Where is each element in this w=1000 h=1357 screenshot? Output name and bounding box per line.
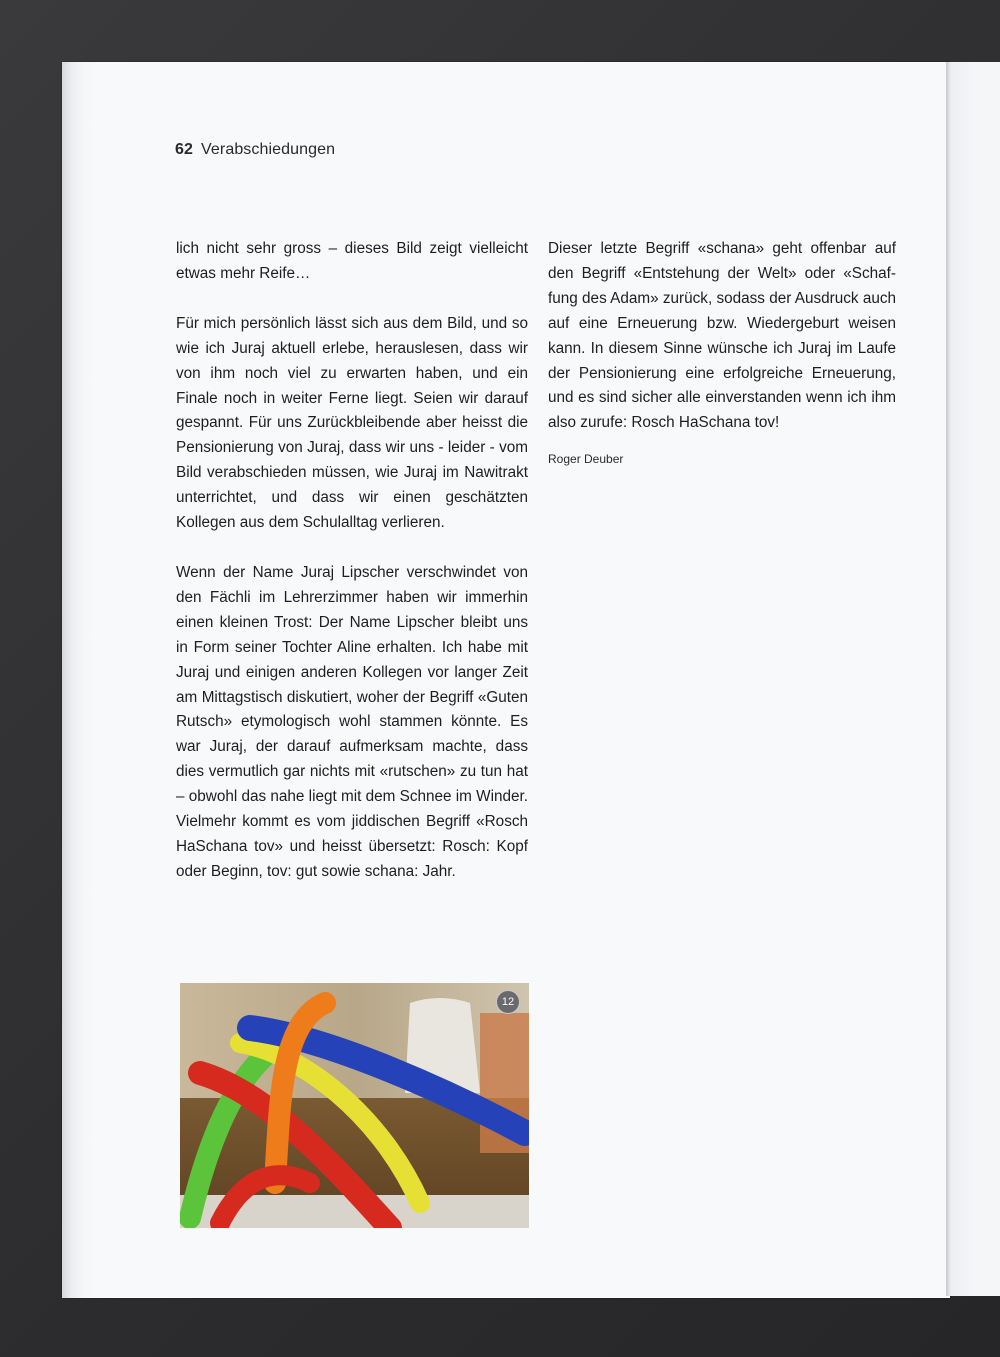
paragraph: lich nicht sehr gross – dieses Bild zeigt vielleicht etwas mehr Reife… [176,240,528,282]
paragraph: Wenn der Name Juraj Lipscher verschwindet von den Fächli im Lehrerzimmer haben wir immerhin einen kleinen Trost: Der Name Lipscher bleibt uns in Form seiner Tochter Aline erhalten. Ich habe mit Juraj und einigen anderen Kollegen vor langer Zeit am Mittagstisch diskutiert, woher der Begriff «Guten Rutsch» etymologisch wohl stammen könnte. Es war Juraj, der darauf aufmerksam machte, dass dies vermutlich gar nichts mit «rutschen» zu tun hat – obwohl das nahe liegt mit dem Schnee im Winder. Vielmehr kommt es vom jiddischen Begriff «Rosch HaSchana tov» und heisst übersetzt: Rosch: Kopf oder Beginn, tov: gut sowie schana: Jahr. [176,563,529,880]
image-number-badge: 12 [496,990,520,1014]
paragraph: Für mich persönlich lässt sich aus dem Bild, und so wie ich Juraj aktuell erlebe, herauslesen, dass wir von ihm noch viel zu erwarten haben, und ein Finale noch in weiter Ferne liegt. Seien wir darauf gespannt. Für uns Zurückbleibende aber heisst die Pensionierung von Juraj, dass wir uns - leider - vom Bild verabschieden müssen, wie Juraj im Nawitrakt unterrichtet, und dass wir einen geschätzten Kollegen aus dem Schulalltag verlieren. [176,314,528,532]
photo-colored-hoses [180,983,529,1228]
author-signature: Roger Deuber [548,452,624,467]
right-text-column [548,237,896,467]
running-header [175,141,335,159]
section-title: Verabschiedungen [201,141,336,158]
hoses-illustration [180,983,529,1228]
page-number: 62 [175,141,193,158]
left-text-column [176,237,528,885]
next-page-edge [946,62,1000,1296]
paragraph: Dieser letzte Begriff «schana» geht offenbar auf den Begriff «Entstehung der Welt» oder «Schaffung des Adam» zurück, sodass der Ausdruck auch auf eine Erneuerung bzw. Wiedergeburt weisen kann. In diesem Sinne wünsche ich Juraj im Laufe der Pensionierung eine erfolgreiche Erneuerung, und es sind sicher alle einverstanden wenn ich ihm also zurufe: Rosch HaSchana tov! [548,240,896,432]
